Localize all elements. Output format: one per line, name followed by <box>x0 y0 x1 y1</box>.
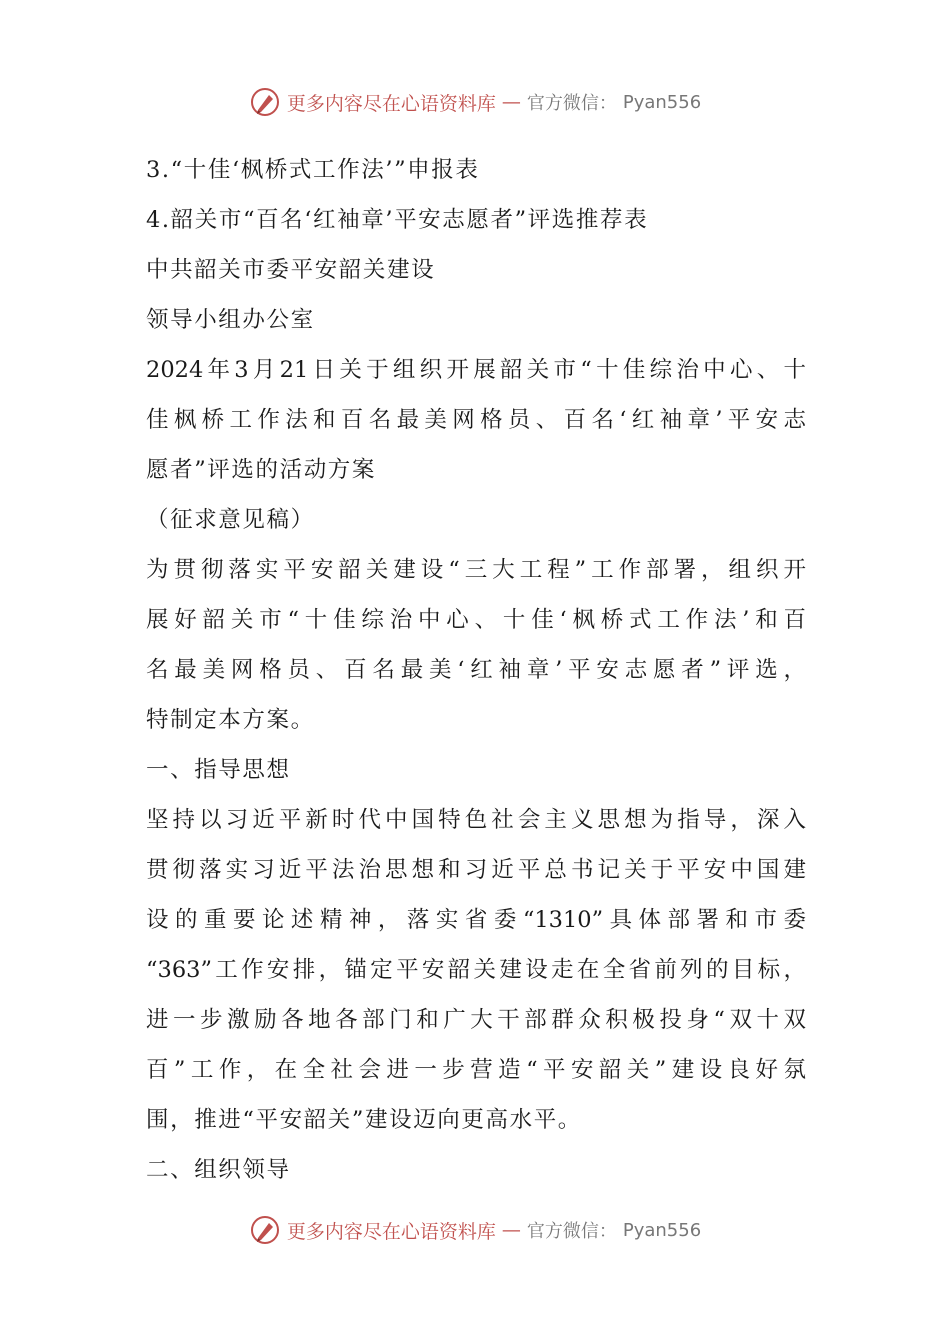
document-line: 百”工作，在全社会进一步营造“平安韶关”建设良好氛 <box>146 1057 806 1083</box>
watermark-main-text: 更多内容尽在心语资料库 <box>286 1220 496 1243</box>
document-line: 一、指导思想 <box>146 757 291 783</box>
pen-nib-icon <box>249 1214 281 1246</box>
watermark-dash: — <box>501 91 521 113</box>
watermark-dash: — <box>501 1219 521 1241</box>
document-line: 二、组织领导 <box>146 1157 291 1183</box>
watermark-main-text: 更多内容尽在心语资料库 <box>286 92 496 115</box>
document-line: 展好韶关市“十佳综治中心、十佳‘枫桥式工作法’和百 <box>146 607 806 633</box>
document-line: 贯彻落实习近平法治思想和习近平总书记关于平安中国建 <box>146 857 806 883</box>
document-line: 领导小组办公室 <box>146 307 315 333</box>
document-line: 围，推进“平安韶关”建设迈向更高水平。 <box>146 1107 582 1133</box>
document-line: 愿者”评选的活动方案 <box>146 457 377 483</box>
document-line: “363”工作安排，锚定平安韶关建设走在全省前列的目标， <box>146 957 806 983</box>
document-line: （征求意见稿） <box>146 507 315 533</box>
watermark-wechat-id: Pyan556 <box>622 1219 702 1241</box>
document-line: 名最美网格员、百名最美‘红袖章’平安志愿者”评选， <box>146 657 806 683</box>
watermark-wechat-id: Pyan556 <box>622 91 702 113</box>
document-line: 2024年3月21日关于组织开展韶关市“十佳综治中心、十 <box>146 357 806 383</box>
document-line: 进一步激励各地各部门和广大干部群众积极投身“双十双 <box>146 1007 806 1033</box>
document-line: 为贯彻落实平安韶关建设“三大工程”工作部署，组织开 <box>146 557 806 583</box>
watermark-footer <box>0 1214 950 1246</box>
document-line: 设的重要论述精神，落实省委“1310”具体部署和市委 <box>146 907 806 933</box>
document-line: 中共韶关市委平安韶关建设 <box>146 257 436 283</box>
document-line: 坚持以习近平新时代中国特色社会主义思想为指导，深入 <box>146 807 806 833</box>
watermark-official-label: 官方微信： <box>526 1221 617 1242</box>
document-line: 4.韶关市“百名‘红袖章’平安志愿者”评选推荐表 <box>146 207 649 233</box>
document-line: 特制定本方案。 <box>146 707 315 733</box>
document-body <box>146 145 806 1195</box>
watermark-official-label: 官方微信： <box>526 93 617 114</box>
pen-nib-icon <box>249 86 281 118</box>
document-line: 佳枫桥工作法和百名最美网格员、百名‘红袖章’平安志 <box>146 407 806 433</box>
watermark-header <box>0 86 950 118</box>
document-line: 3.“十佳‘枫桥式工作法’”申报表 <box>146 157 480 183</box>
